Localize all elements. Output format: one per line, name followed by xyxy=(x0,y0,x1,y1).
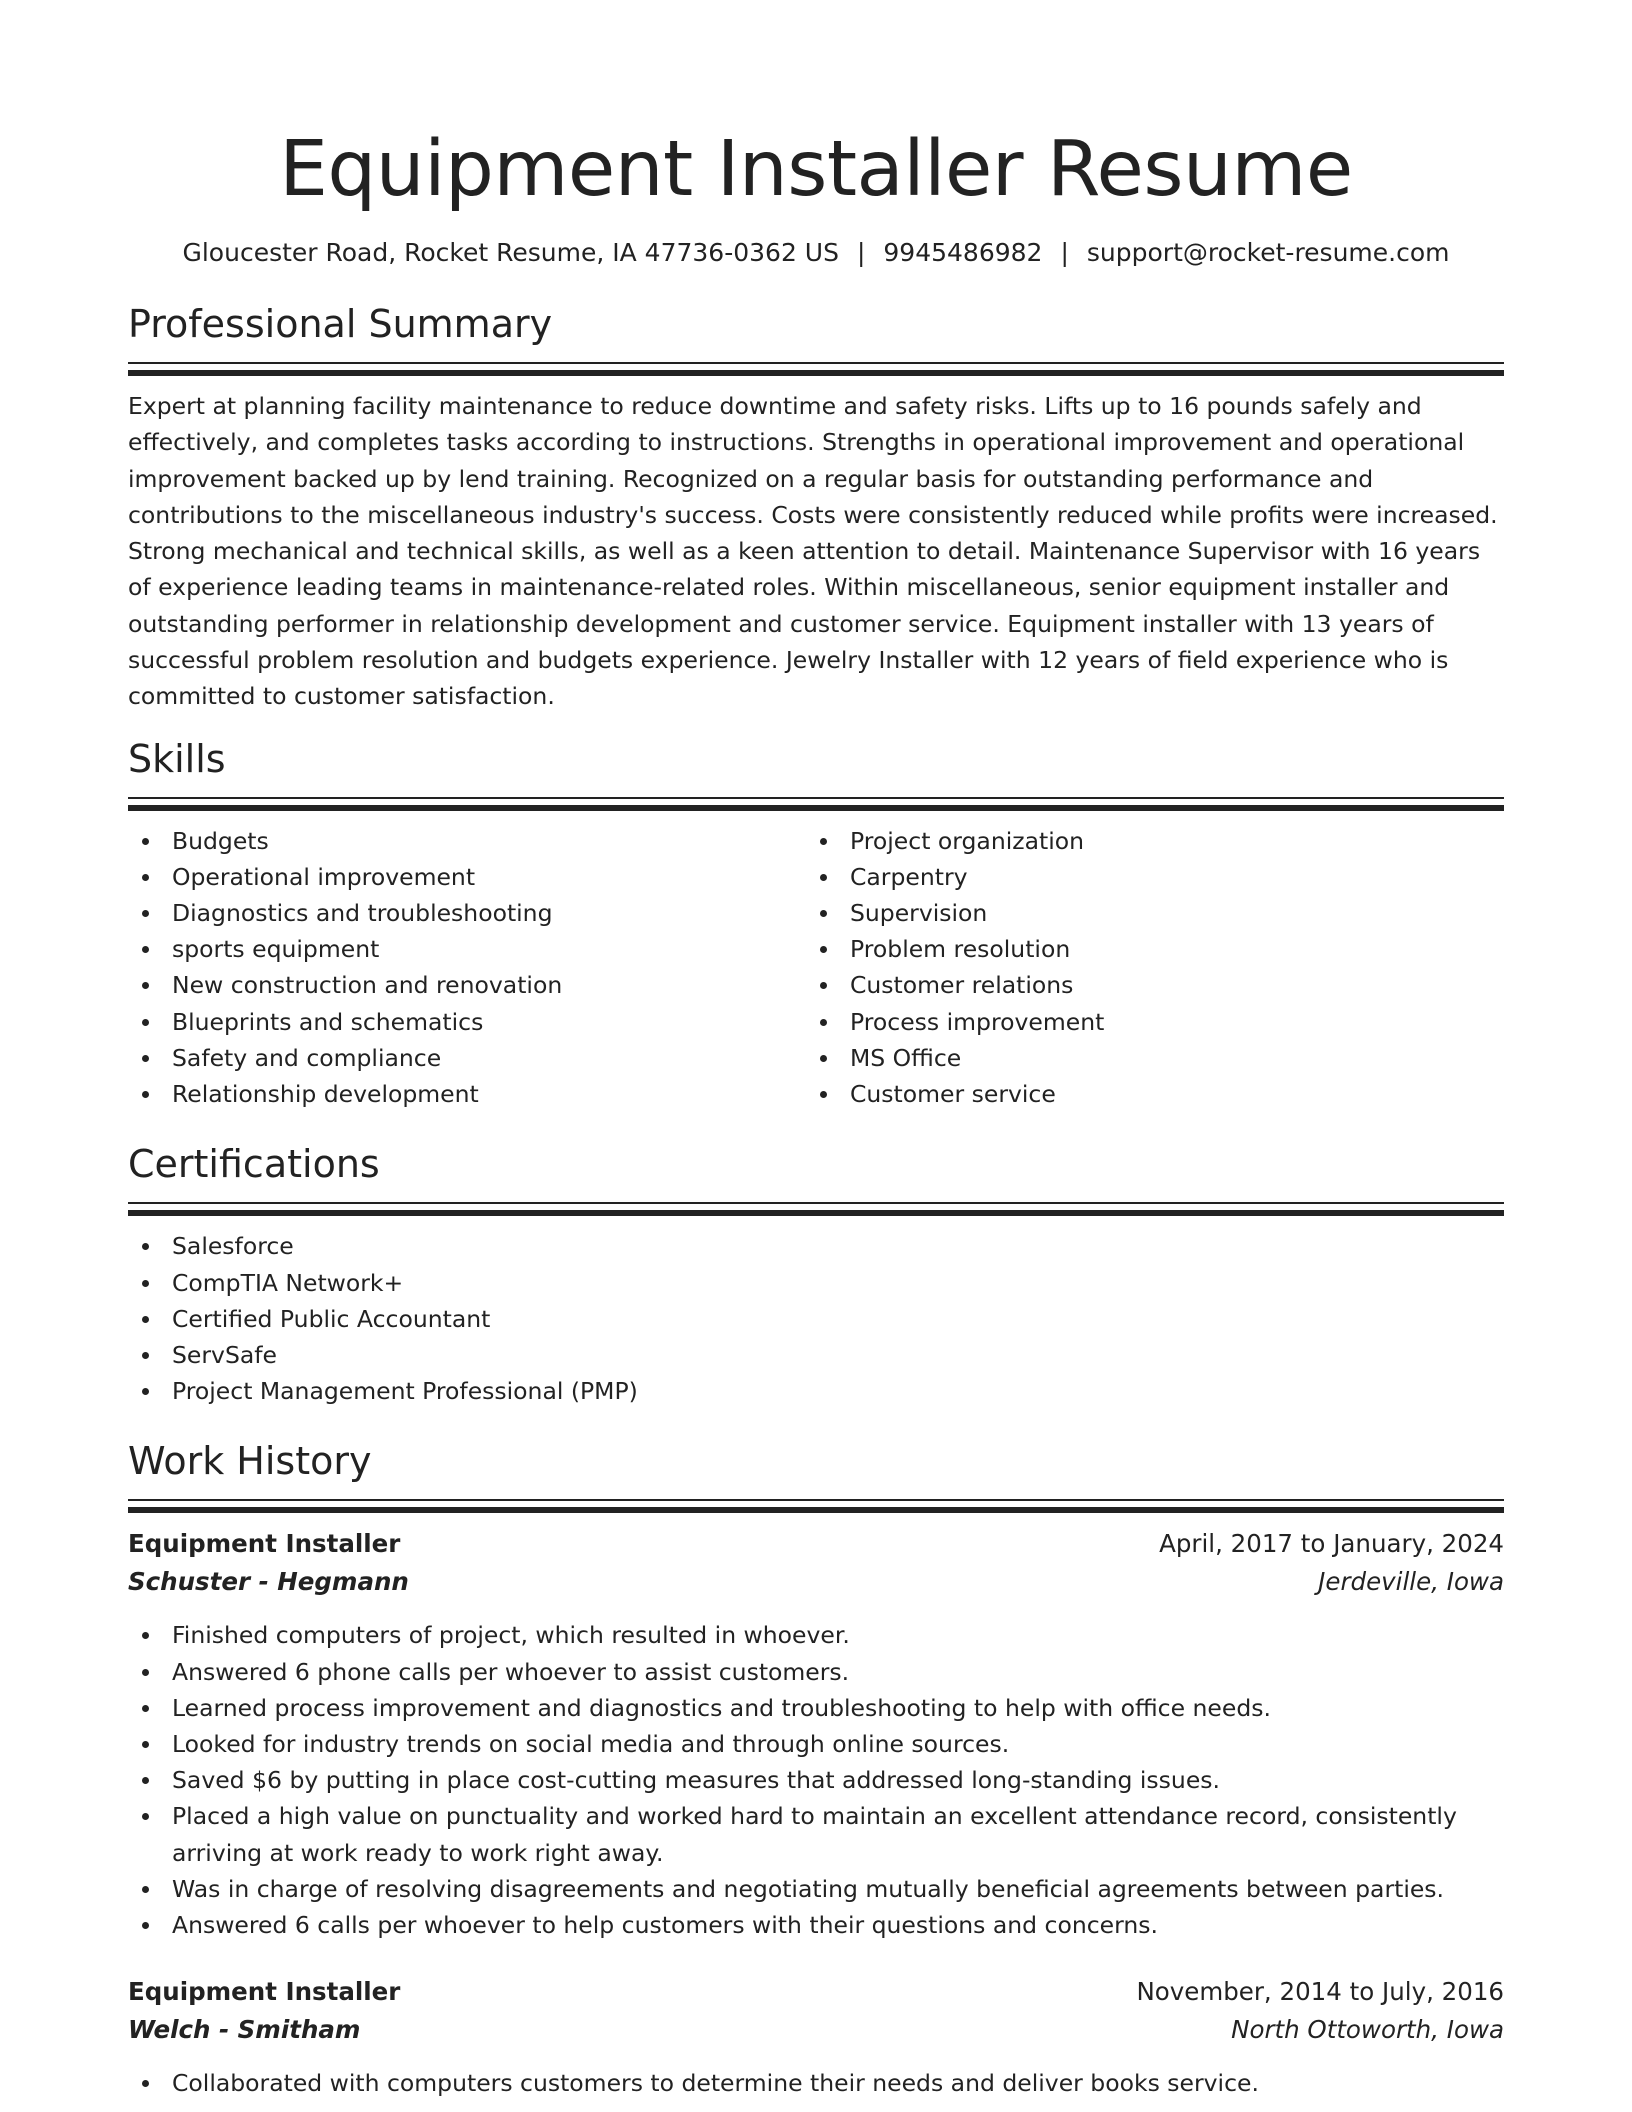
skills-grid xyxy=(128,823,1504,1113)
contact-separator: | xyxy=(856,238,866,267)
job-title: Equipment Installer xyxy=(128,1977,401,2007)
section-divider xyxy=(128,1202,1504,1216)
skill-item: sports equipment xyxy=(128,931,806,967)
certification-item: Salesforce xyxy=(128,1228,1504,1264)
contact-phone: 9945486982 xyxy=(883,238,1043,267)
skill-item: Carpentry xyxy=(806,859,1484,895)
certification-item: Project Management Professional (PMP) xyxy=(128,1373,1504,1409)
job-employer: Schuster - Hegmann xyxy=(128,1567,409,1597)
skill-item: Safety and compliance xyxy=(128,1040,806,1076)
job-header-row xyxy=(128,1973,1504,2011)
certification-item: Certified Public Accountant xyxy=(128,1301,1504,1337)
job-duty: Answered 6 phone calls per whoever to assist customers. xyxy=(128,1654,1504,1690)
job-duty: Answered 6 calls per whoever to help customers with their questions and concerns. xyxy=(128,1907,1504,1943)
job-entry xyxy=(128,1525,1504,1943)
contact-email: support@rocket-resume.com xyxy=(1086,238,1450,267)
job-duty: Looked for industry trends on social media and through online sources. xyxy=(128,1726,1504,1762)
certification-item: ServSafe xyxy=(128,1337,1504,1373)
certifications-heading: Certifications xyxy=(128,1142,380,1187)
skills-list-left xyxy=(128,823,806,1113)
summary-text: Expert at planning facility maintenance to reduce downtime and safety risks. Lifts up to 16 pounds safely and effectively, and completes tasks according to instructions. Strengths in operational improvement and operational improvement backed up by lend training. Recognized on a regular basis for outstanding performance and contributions to the miscellaneous industry's success. Costs were consistently reduced while profits were increased. Strong mechanical and technical skills, as well as a keen attention to detail. Maintenance Supervisor with 16 years of experience leading teams in maintenance-related roles. Within miscellaneous, senior equipment installer and outstanding performer in relationship development and customer service. Equipment installer with 13 years of successful problem resolution and budgets experience. Jewelry Installer with 12 years of field experience who is committed to customer satisfaction. xyxy=(128,392,1498,711)
job-location: North Ottoworth, Iowa xyxy=(1231,2015,1504,2045)
certifications-section xyxy=(128,1140,1504,1409)
skills-section xyxy=(128,735,1504,1113)
job-duty: Finished computers of project, which resulted in whoever. xyxy=(128,1617,1504,1653)
certifications-list xyxy=(128,1228,1504,1409)
skill-item: Budgets xyxy=(128,823,806,859)
skills-heading: Skills xyxy=(128,736,226,781)
job-duty: Collaborated with computers customers to determine their needs and deliver books service. xyxy=(128,2065,1504,2101)
job-header-row xyxy=(128,1525,1504,1563)
job-employer-row xyxy=(128,2011,1504,2049)
job-title: Equipment Installer xyxy=(128,1529,401,1559)
job-duty: Placed a high value on punctuality and worked hard to maintain an excellent attendance record, consistently arriving at work ready to work right away. xyxy=(128,1798,1504,1870)
summary-heading: Professional Summary xyxy=(128,302,553,346)
summary-section xyxy=(128,300,1504,715)
skills-list-right xyxy=(806,823,1484,1113)
contact-separator: | xyxy=(1060,238,1069,267)
job-employer-row xyxy=(128,1563,1504,1601)
section-divider xyxy=(128,797,1504,811)
work-history-heading: Work History xyxy=(128,1439,372,1484)
skill-item: Operational improvement xyxy=(128,859,806,895)
skill-item: Supervision xyxy=(806,895,1484,931)
section-divider xyxy=(128,362,1504,376)
skill-item: MS Office xyxy=(806,1040,1484,1076)
section-divider xyxy=(128,1499,1504,1513)
job-location: Jerdeville, Iowa xyxy=(1318,1567,1504,1597)
job-dates: November, 2014 to July, 2016 xyxy=(1136,1977,1504,2007)
job-dates: April, 2017 to January, 2024 xyxy=(1159,1529,1504,1559)
skill-item: Customer service xyxy=(806,1076,1484,1112)
contact-line xyxy=(128,236,1504,270)
job-employer: Welch - Smitham xyxy=(128,2015,361,2045)
certification-item: CompTIA Network+ xyxy=(128,1265,1504,1301)
resume-title: Equipment Installer Resume xyxy=(279,125,1353,214)
skill-item: Blueprints and schematics xyxy=(128,1004,806,1040)
work-history-section xyxy=(128,1437,1504,2101)
job-entry xyxy=(128,1973,1504,2101)
skill-item: Project organization xyxy=(806,823,1484,859)
skill-item: Customer relations xyxy=(806,967,1484,1003)
job-duty: Was in charge of resolving disagreements and negotiating mutually beneficial agreements between parties. xyxy=(128,1871,1504,1907)
skill-item: Relationship development xyxy=(128,1076,806,1112)
skill-item: Process improvement xyxy=(806,1004,1484,1040)
job-duty: Learned process improvement and diagnostics and troubleshooting to help with office needs. xyxy=(128,1690,1504,1726)
job-duty: Saved $6 by putting in place cost-cutting measures that addressed long-standing issues. xyxy=(128,1762,1504,1798)
skill-item: New construction and renovation xyxy=(128,967,806,1003)
job-duties xyxy=(128,1617,1504,1943)
skill-item: Problem resolution xyxy=(806,931,1484,967)
skill-item: Diagnostics and troubleshooting xyxy=(128,895,806,931)
contact-address: Gloucester Road, Rocket Resume, IA 47736-0362 US xyxy=(182,238,839,267)
job-duties xyxy=(128,2065,1504,2101)
